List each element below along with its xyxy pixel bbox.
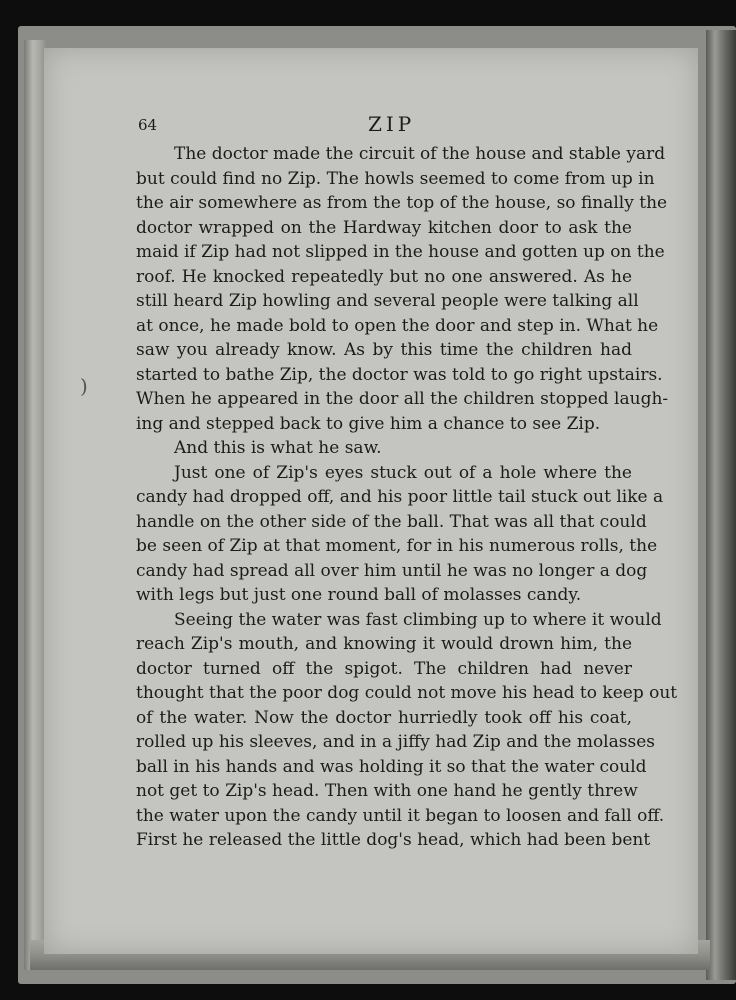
text-line: at once, he made bold to open the door and step in. What he [136,315,659,336]
book-cover-edge [706,30,736,980]
text-block [136,110,678,853]
text-line: still heard Zip howling and several people were talking all [136,291,639,311]
text-line: reach Zip's mouth, and knowing it would drown him, the [136,634,632,654]
text-line: started to bathe Zip, the doctor was told to go right upstairs. [136,364,663,385]
page-stack-left [24,40,46,970]
text-line: of the water. Now the doctor hurriedly took off his coat, [136,707,632,728]
text-line: thought that the poor dog could not move his head to keep out [136,683,678,703]
text-line: When he appeared in the door all the children stopped laugh- [136,389,669,409]
text-line: roof. He knocked repeatedly but no one answered. As he [136,266,632,287]
text-line: with legs but just one round ball of molasses candy. [136,585,582,605]
text-line: The doctor made the circuit of the house and stable yard [174,144,666,164]
text-line: maid if Zip had not slipped in the house and gotten up on the [136,242,665,262]
text-line: Seeing the water was fast climbing up to where it would [174,609,662,630]
text-line: not get to Zip's head. Then with one hand he gently threw [136,781,638,801]
text-line: handle on the other side of the ball. That was all that could [136,511,647,532]
margin-mark: ) [80,374,88,398]
text-line: And this is what he saw. [174,438,382,458]
text-line: doctor wrapped on the Hardway kitchen door to ask the [136,217,632,238]
running-head [136,110,632,142]
page-number: 64 [138,116,158,134]
text-line: but could find no Zip. The howls seemed to come from up in [136,168,655,189]
chapter-title: ZIP [368,112,416,136]
text-line: the air somewhere as from the top of the house, so finally the [136,193,668,213]
text-line: ing and stepped back to give him a chance to see Zip. [136,413,601,434]
text-line: candy had spread all over him until he was no longer a dog [136,560,648,581]
text-line: saw you already know. As by this time the children had [136,340,632,360]
text-line: rolled up his sleeves, and in a jiffy had Zip and the molasses [136,732,655,752]
text-line: First he released the little dog's head, which had been bent [136,830,651,850]
text-line: doctor turned off the spigot. The children had never [136,658,632,679]
body-text [136,142,678,853]
text-line: ball in his hands and was holding it so that the water could [136,756,647,777]
text-line: Just one of Zip's eyes stuck out of a hole where the [174,462,632,483]
text-line: the water upon the candy until it began to loosen and fall off. [136,805,665,826]
text-line: candy had dropped off, and his poor little tail stuck out like a [136,487,664,507]
text-line: be seen of Zip at that moment, for in his numerous rolls, the [136,536,658,556]
